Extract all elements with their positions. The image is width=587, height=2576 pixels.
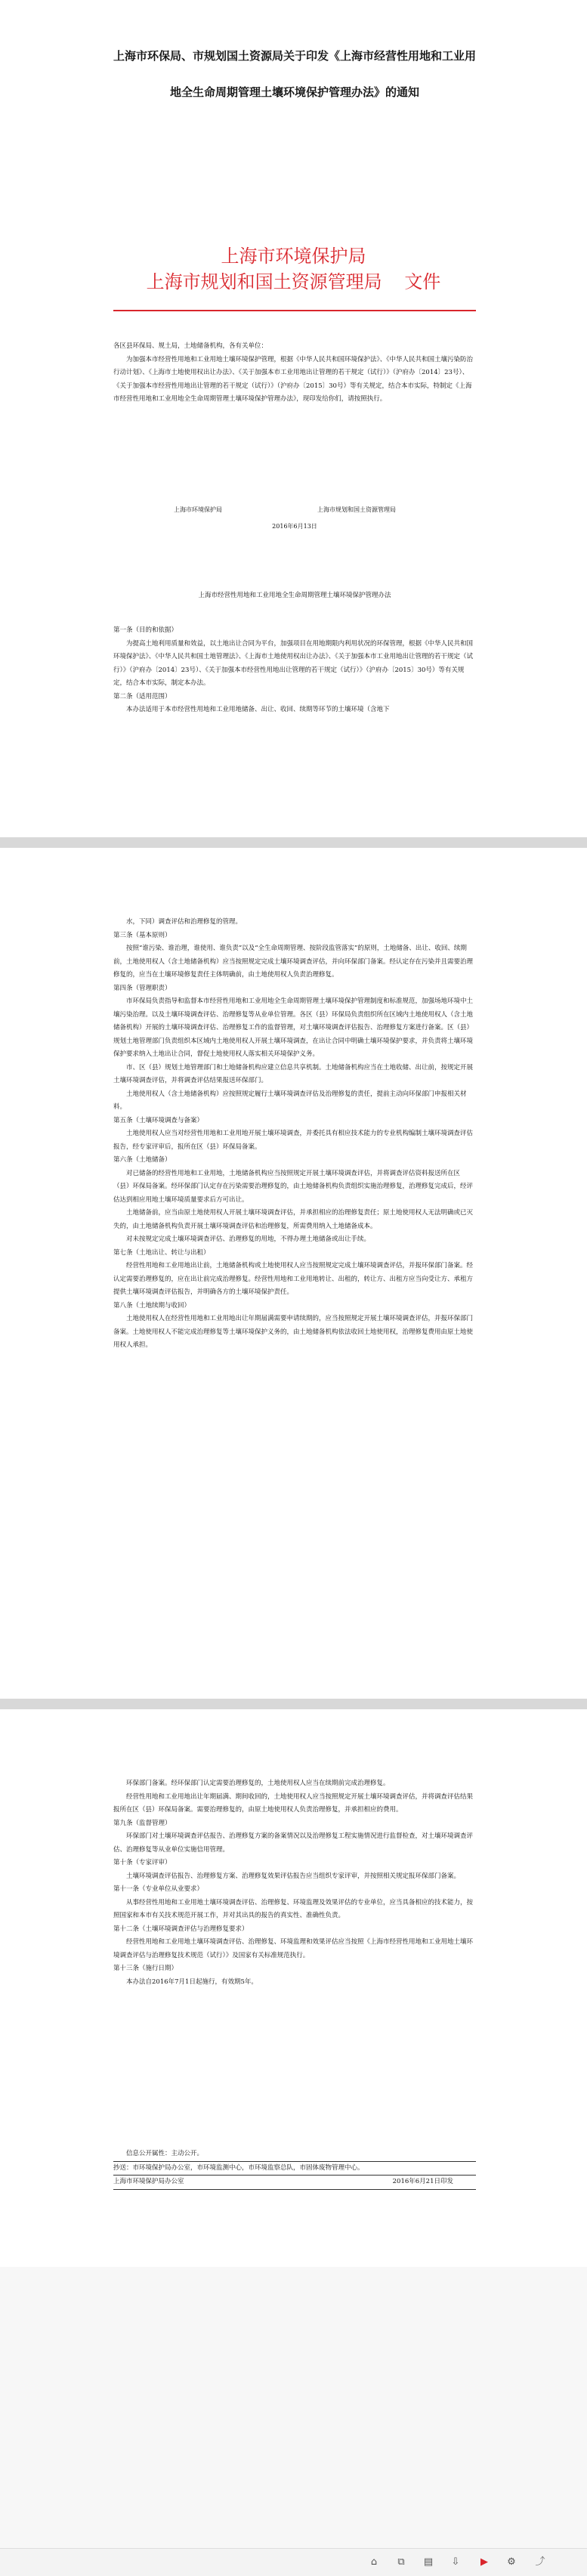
- article-heading: 第三条（基本原则）: [113, 931, 171, 939]
- article-heading: 第九条（监督管理）: [113, 1819, 171, 1827]
- article-heading: 第四条（管理职责）: [113, 984, 171, 992]
- article-paragraph: 为提高土地利用质量和效益，以土地出让合同为平台，加强项目在用地期限内利用状况的环保管理，根据《中华人民共和国环境保护法》、《中华人民共和国土地管理法》、《上海市土地使用权出让办法》、《关于加强本市工业用地出让管理的若干规定（试行）》（沪府办〔2014〕23号）、《关于加强本市经营性用地出让管理的若干规定（试行）》（沪府办〔2015〕30号）等有关规定，结合本市实际，制定本办法。: [113, 639, 474, 687]
- share-icon[interactable]: ⤴: [535, 2556, 545, 2568]
- red-header-bureau: 上海市规划和国土资源管理局: [146, 271, 382, 292]
- measures-title: 上海市经营性用地和工业用地全生命周期管理土壤环境保护管理办法: [198, 592, 391, 599]
- red-header-line1: 上海市环境保护局: [221, 246, 366, 267]
- settings-icon[interactable]: ⚙: [507, 2556, 516, 2568]
- article-paragraph: 土地使用权人（含土地储备机构）应按照规定履行土壤环境调查评估及治理修复的责任，提前主动向环保部门申报相关材料。: [113, 1090, 467, 1111]
- article-paragraph: 环保部门备案。经环保部门认定需要治理修复的，土地使用权人应当在续期前完成治理修复。: [126, 1780, 390, 1787]
- article-paragraph: 经营性用地和工业用地出让前，土地储备机构或土地使用权人应当按照规定完成土壤环境调查评估，并报环保部门备案。经认定需要治理修复的，应在出让前完成治理修复。经营性用地和工业用地转让、出租的，转让方、出租方应当向受让方、承租方提供土壤环境调查评估报告，并明确各方的土壤环境保护责任。: [113, 1262, 474, 1296]
- page-icon[interactable]: ▤: [423, 2556, 434, 2568]
- issue-line: [113, 2176, 476, 2190]
- article-paragraph: 对已储备的经营性用地和工业用地，土地储备机构应当按照规定开展土壤环境调查评估，并将调查评估资料报送所在区（县）环保局备案。经环保部门认定存在污染需要治理修复的，由土地储备机构负责组织实施治理修复，治理修复完成后，经评估达到相应用地土壤环境质量要求后方可出让。: [113, 1169, 474, 1204]
- article-paragraph: 市、区（县）规划土地管理部门和土地储备机构应建立信息共享机制。土地储备机构应当在土地收储、出让前，按规定开展土壤环境调查评估，并将调查评估结果报送环保部门。: [113, 1063, 474, 1084]
- article-paragraph: 按照“谁污染、谁治理，谁使用、谁负责”以及“全生命周期管理、按阶段监管落实”的原则，土地储备、出让、收回、续期前，土地使用权人（含土地储备机构）应当按照规定完成土壤环境调查评估，并向环保部门备案。经认定存在污染并且需要治理修复的，应当在土壤环境修复责任主体明确前，由土地使用权人负责治理修复。: [113, 945, 474, 979]
- red-header-suffix: 文件: [404, 271, 441, 292]
- issuer: 上海市环境保护局办公室: [113, 2178, 184, 2185]
- article-heading: 第八条（土地续期与收回）: [113, 1301, 191, 1310]
- article-paragraph: 土地储备前，应当由原土地使用权人开展土壤环境调查评估，并承担相应的治理修复责任；原土地使用权人无法明确或已灭失的，由土地储备机构负责开展土壤环境调查评估和治理修复，所需费用纳入土地储备成本。: [113, 1209, 474, 1230]
- article-paragraph: 市环保局负责指导和监督本市经营性用地和工业用地全生命周期管理土壤环境保护管理制度和标准规范，加强场地环境中土壤污染治理。以及土壤环境调查评估、治理修复等从业单位管理。各区（县）环保局负责组织所在区域内土地使用权人（含土地储备机构）开展的土壤环境调查评估、治理修复工作的监督管理，对土壤环境调查评估报告、治理修复方案进行备案。区（县）规划土地管理部门负责组织本区域内土地使用权人开展土壤环境调查，在出让合同中明确土壤环境保护要求，并负责将土壤环境保护要求纳入土地出让合同，督促土地使用权人落实相关环境保护义务。: [113, 997, 474, 1058]
- article-heading: 第六条（土地储备）: [113, 1156, 171, 1164]
- copy-icon[interactable]: ⧉: [397, 2556, 405, 2568]
- notice-date: 2016年6月13日: [272, 523, 317, 530]
- notice-body: [113, 340, 476, 407]
- viewer-toolbar: [0, 2548, 587, 2576]
- article-heading: 第七条（土地出让、转让与出租）: [113, 1248, 210, 1257]
- article-paragraph: 环保部门对土壤环境调查评估报告、治理修复方案的备案情况以及治理修复工程实施情况进行监督检查，对土壤环境调查评估、治理修复等从业单位实施信用管理。: [113, 1832, 474, 1854]
- play-icon[interactable]: ▶: [480, 2556, 488, 2568]
- sign-left: 上海市环境保护局: [174, 506, 222, 513]
- red-header-line2: [0, 269, 587, 295]
- page-gap: [0, 1699, 587, 1709]
- page-gap: [0, 837, 587, 848]
- article-heading: 第十三条（施行日期）: [113, 1965, 178, 1972]
- article-heading: 第十二条（土壤环境调查评估与治理修复要求）: [113, 1925, 249, 1933]
- article-paragraph: 土壤环境调查评估报告、治理修复方案、治理修复效果评估报告应当组织专家评审，并按照相关规定报环保部门备案。: [126, 1872, 461, 1880]
- article-heading: 第一条（目的和依据）: [113, 626, 178, 634]
- article-heading: 第五条（土壤环境调查与备案）: [113, 1116, 204, 1124]
- article-paragraph: 对未按规定完成土壤环境调查评估、治理修复的用地，不得办理土地储备或出让手续。: [126, 1235, 371, 1243]
- notice-salutation: 各区县环保局、规土局，土地储备机构，各有关单位：: [113, 342, 268, 350]
- article-paragraph: 本办法自2016年7月1日起施行，有效期5年。: [126, 1978, 258, 1986]
- article-heading: 第十一条（专业单位从业要求）: [113, 1885, 204, 1893]
- article-paragraph: 经营性用地和工业用地出让年期届满、期间收回的，土地使用权人应当按照规定开展土壤环境调查评估，并将调查评估结果报所在区（县）环保局备案。需要治理修复的，由原土地使用权人负责治理修复，并承担相应的费用。: [113, 1792, 474, 1814]
- home-icon[interactable]: ⌂: [370, 2556, 378, 2568]
- document-title: 上海市环保局、市规划国土资源局关于印发《上海市经营性用地和工业用地全生命周期管理土壤环境保护管理办法》的通知: [113, 49, 477, 99]
- article-paragraph: 土地使用权人应当对经营性用地和工业用地开展土壤环境调查，并委托具有相应技术能力的专业机构编制土壤环境调查评估报告，经专家评审后，报所在区（县）环保局备案。: [113, 1130, 474, 1151]
- red-divider: [113, 310, 476, 311]
- measures-page-3: [113, 1777, 476, 1989]
- article-heading: 第十条（专家评审）: [113, 1859, 171, 1866]
- disclosure-attribute: 信息公开属性：主动公开。: [126, 2150, 204, 2157]
- article-paragraph: 从事经营性用地和工业用地土壤环境调查评估、治理修复、环境监理及效果评估的专业单位，应当具备相应的技术能力，按照国家和本市有关技术规范开展工作，并对其出具的报告的真实性、准确性负责。: [113, 1898, 474, 1919]
- issue-date: 2016年6月21日印发: [392, 2178, 453, 2185]
- article-paragraph: 经营性用地和工业用地土壤环境调查评估、治理修复、环境监理和效果评估应当按照《上海市经营性用地和工业用地土壤环境调查评估与治理修复技术规范（试行）》及国家有关标准规范执行。: [113, 1938, 474, 1959]
- cc-line: 抄送：市环境保护局办公室，市环境监测中心，市环境监察总队，市固体废物管理中心。: [113, 2161, 476, 2176]
- article-heading: 第二条（适用范围）: [113, 692, 171, 700]
- measures-page-1: [113, 624, 476, 717]
- article-paragraph: 土地使用权人在经营性用地和工业用地出让年期届满需要申请续期的，应当按照规定开展土壤环境调查评估，并报环保部门备案。土地使用权人不能完成治理修复等土壤环境保护义务的，由土地储备机构依法收回土地使用权，治理修复费用由原土地使用权人承担。: [113, 1315, 474, 1349]
- measures-page-2: [113, 916, 476, 1353]
- download-icon[interactable]: ⇩: [451, 2556, 460, 2568]
- sign-right: 上海市规划和国土资源管理局: [317, 506, 396, 513]
- viewer-background: [0, 2267, 587, 2548]
- article-paragraph: 水，下同）调查评估和治理修复的管理。: [126, 918, 243, 926]
- article-paragraph: 本办法适用于本市经营性用地和工业用地储备、出让、收回、续期等环节的土壤环境（含地下: [126, 706, 390, 713]
- notice-text: 为加强本市经营性用地和工业用地土壤环境保护管理，根据《中华人民共和国环境保护法》、《中华人民共和国土壤污染防治行动计划》、《上海市土地使用权出让办法》、《关于加强本市工业用地出让管理的若干规定（试行）》（沪府办〔2014〕23号）、《关于加强本市经营性用地出让管理的若干规定（试行）》（沪府办〔2015〕30号）等有关规定，结合本市实际，特制定《上海市经营性用地和工业用地全生命周期管理土壤环境保护管理办法》，现印发给你们，请按照执行。: [113, 355, 474, 403]
- document-footer: [113, 2148, 476, 2190]
